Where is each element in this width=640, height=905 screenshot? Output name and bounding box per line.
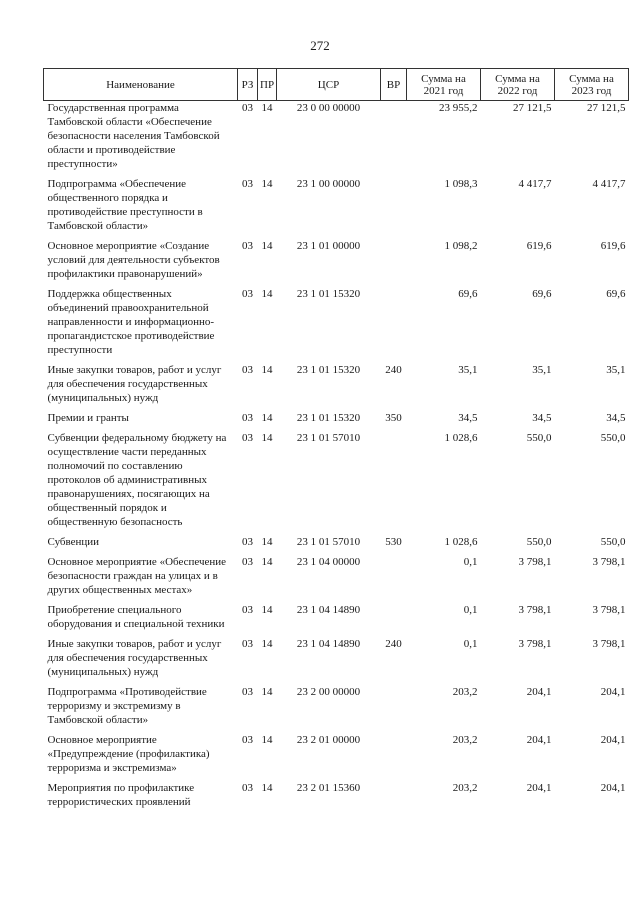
cell-name: Основное мероприятие «Обеспечение безопасности граждан на улицах и в других общественных местах»: [47, 556, 227, 596]
cell-name: Приобретение специального оборудования и специальной техники: [47, 604, 225, 630]
cell-pr: 14: [261, 604, 273, 616]
cell-rz: 03: [242, 364, 253, 376]
budget-table: [43, 68, 629, 815]
cell-pr: 14: [261, 288, 273, 300]
cell-sum-2021: 34,5: [458, 412, 478, 424]
header-sum-2021: Сумма на 2021 год: [407, 69, 481, 101]
cell-name: Субвенции федеральному бюджету на осуществление части переданных полномочий по составлению протоколов об административных правонарушениях, посягающих на общественный порядок и общественную безопасность: [47, 432, 227, 528]
header-sum-2023: Сумма на 2023 год: [555, 69, 629, 101]
cell-csr: 23 1 04 14890: [296, 604, 361, 616]
cell-csr: 23 2 01 15360: [296, 782, 361, 794]
cell-sum-2022: 3 798,1: [518, 556, 552, 568]
cell-rz: 03: [242, 604, 253, 616]
cell-csr: 23 1 01 57010: [296, 536, 361, 548]
cell-pr: 14: [261, 638, 273, 650]
cell-sum-2021: 0,1: [463, 604, 478, 616]
cell-rz: 03: [242, 734, 253, 746]
cell-vr: [381, 177, 407, 239]
cell-vr: 240: [385, 638, 402, 650]
cell-pr: 14: [261, 102, 273, 114]
table-row: [44, 637, 629, 685]
cell-rz: 03: [242, 240, 253, 252]
cell-csr: 23 1 01 00000: [296, 240, 361, 252]
cell-sum-2021: 23 955,2: [439, 102, 478, 114]
cell-vr: [381, 101, 407, 178]
cell-sum-2021: 203,2: [452, 782, 478, 794]
cell-rz: 03: [242, 638, 253, 650]
cell-sum-2023: 204,1: [600, 686, 626, 698]
cell-sum-2021: 69,6: [458, 288, 478, 300]
cell-sum-2023: 550,0: [600, 432, 626, 444]
cell-sum-2022: 35,1: [532, 364, 552, 376]
cell-sum-2023: 3 798,1: [592, 556, 626, 568]
cell-vr: [381, 555, 407, 603]
cell-sum-2021: 1 098,3: [444, 178, 478, 190]
table-row: [44, 363, 629, 411]
table-row: [44, 431, 629, 535]
cell-csr: 23 2 01 00000: [296, 734, 361, 746]
cell-sum-2021: 0,1: [463, 556, 478, 568]
table-header-row: [44, 69, 629, 101]
table-row: [44, 603, 629, 637]
cell-sum-2021: 203,2: [452, 734, 478, 746]
cell-vr: [381, 431, 407, 535]
cell-rz: 03: [242, 102, 253, 114]
cell-pr: 14: [261, 432, 273, 444]
cell-sum-2023: 34,5: [606, 412, 626, 424]
table-body: [44, 101, 629, 816]
cell-rz: 03: [242, 686, 253, 698]
header-vr: ВР: [381, 69, 407, 101]
cell-name: Субвенции: [47, 536, 100, 548]
cell-csr: 23 1 01 15320: [296, 288, 361, 300]
header-sum-2022: Сумма на 2022 год: [481, 69, 555, 101]
cell-sum-2022: 204,1: [526, 734, 552, 746]
cell-sum-2022: 3 798,1: [518, 638, 552, 650]
cell-name: Основное мероприятие «Создание условий для деятельности субъектов профилактики правонарушений»: [47, 240, 220, 280]
cell-sum-2022: 3 798,1: [518, 604, 552, 616]
cell-rz: 03: [242, 782, 253, 794]
cell-rz: 03: [242, 536, 253, 548]
cell-name: Подпрограмма «Обеспечение общественного порядка и противодействие преступности в Тамбовской области»: [47, 178, 203, 232]
table-row: [44, 101, 629, 178]
cell-sum-2022: 69,6: [532, 288, 552, 300]
cell-sum-2021: 0,1: [463, 638, 478, 650]
cell-name: Премии и гранты: [47, 412, 129, 424]
cell-sum-2021: 1 098,2: [444, 240, 478, 252]
cell-sum-2023: 550,0: [600, 536, 626, 548]
cell-sum-2022: 27 121,5: [513, 102, 552, 114]
cell-rz: 03: [242, 556, 253, 568]
table-row: [44, 733, 629, 781]
cell-pr: 14: [261, 364, 273, 376]
cell-sum-2021: 35,1: [458, 364, 478, 376]
cell-sum-2021: 203,2: [452, 686, 478, 698]
cell-rz: 03: [242, 412, 253, 424]
cell-sum-2022: 550,0: [526, 432, 552, 444]
cell-vr: [381, 239, 407, 287]
cell-pr: 14: [261, 782, 273, 794]
cell-csr: 23 1 04 00000: [296, 556, 361, 568]
cell-csr: 23 1 01 57010: [296, 432, 361, 444]
table-row: [44, 685, 629, 733]
cell-sum-2023: 619,6: [600, 240, 626, 252]
cell-csr: 23 1 04 14890: [296, 638, 361, 650]
page-number: 272: [310, 38, 330, 53]
cell-name: Подпрограмма «Противодействие терроризму и экстремизму в Тамбовской области»: [47, 686, 207, 726]
cell-pr: 14: [261, 686, 273, 698]
cell-sum-2023: 4 417,7: [592, 178, 626, 190]
cell-vr: 350: [385, 412, 402, 424]
cell-name: Иные закупки товаров, работ и услуг для обеспечения государственных (муниципальных) нужд: [47, 364, 222, 404]
table-row: [44, 239, 629, 287]
cell-pr: 14: [261, 734, 273, 746]
cell-rz: 03: [242, 432, 253, 444]
table-row: [44, 781, 629, 815]
cell-vr: [381, 733, 407, 781]
cell-csr: 23 1 01 15320: [296, 412, 361, 424]
cell-sum-2021: 1 028,6: [444, 536, 478, 548]
cell-pr: 14: [261, 240, 273, 252]
cell-sum-2021: 1 028,6: [444, 432, 478, 444]
cell-sum-2023: 27 121,5: [587, 102, 626, 114]
header-name: Наименование: [44, 69, 238, 101]
cell-sum-2023: 204,1: [600, 734, 626, 746]
cell-rz: 03: [242, 178, 253, 190]
cell-csr: 23 1 00 00000: [296, 178, 361, 190]
cell-sum-2022: 204,1: [526, 686, 552, 698]
cell-csr: 23 2 00 00000: [296, 686, 361, 698]
cell-sum-2022: 550,0: [526, 536, 552, 548]
cell-vr: [381, 287, 407, 363]
cell-vr: [381, 781, 407, 815]
cell-pr: 14: [261, 536, 273, 548]
cell-sum-2023: 3 798,1: [592, 638, 626, 650]
header-pr: ПР: [258, 69, 277, 101]
cell-name: Государственная программа Тамбовской области «Обеспечение безопасности населения Тамбовской области и противодействие преступности»: [47, 102, 220, 170]
table-row: [44, 177, 629, 239]
cell-sum-2022: 4 417,7: [518, 178, 552, 190]
cell-name: Иные закупки товаров, работ и услуг для обеспечения государственных (муниципальных) нужд: [47, 638, 222, 678]
cell-sum-2022: 204,1: [526, 782, 552, 794]
cell-sum-2023: 3 798,1: [592, 604, 626, 616]
cell-sum-2023: 204,1: [600, 782, 626, 794]
cell-csr: 23 0 00 00000: [296, 102, 361, 114]
cell-vr: [381, 603, 407, 637]
table-row: [44, 555, 629, 603]
cell-sum-2022: 619,6: [526, 240, 552, 252]
header-rz: РЗ: [238, 69, 258, 101]
cell-name: Поддержка общественных объединений правоохранительной направленности и информационно-пропагандистское противодействие преступности: [47, 288, 215, 356]
header-csr: ЦСР: [277, 69, 381, 101]
table-row: [44, 287, 629, 363]
cell-vr: 530: [385, 536, 402, 548]
cell-sum-2022: 34,5: [532, 412, 552, 424]
table-row: [44, 535, 629, 555]
cell-pr: 14: [261, 556, 273, 568]
table-row: [44, 411, 629, 431]
cell-csr: 23 1 01 15320: [296, 364, 361, 376]
cell-pr: 14: [261, 178, 273, 190]
cell-name: Мероприятия по профилактике террористических проявлений: [47, 782, 195, 808]
cell-rz: 03: [242, 288, 253, 300]
cell-pr: 14: [261, 412, 273, 424]
cell-vr: [381, 685, 407, 733]
cell-sum-2023: 35,1: [606, 364, 626, 376]
cell-vr: 240: [385, 364, 402, 376]
cell-sum-2023: 69,6: [606, 288, 626, 300]
cell-name: Основное мероприятие «Предупреждение (профилактика) терроризма и экстремизма»: [47, 734, 210, 774]
